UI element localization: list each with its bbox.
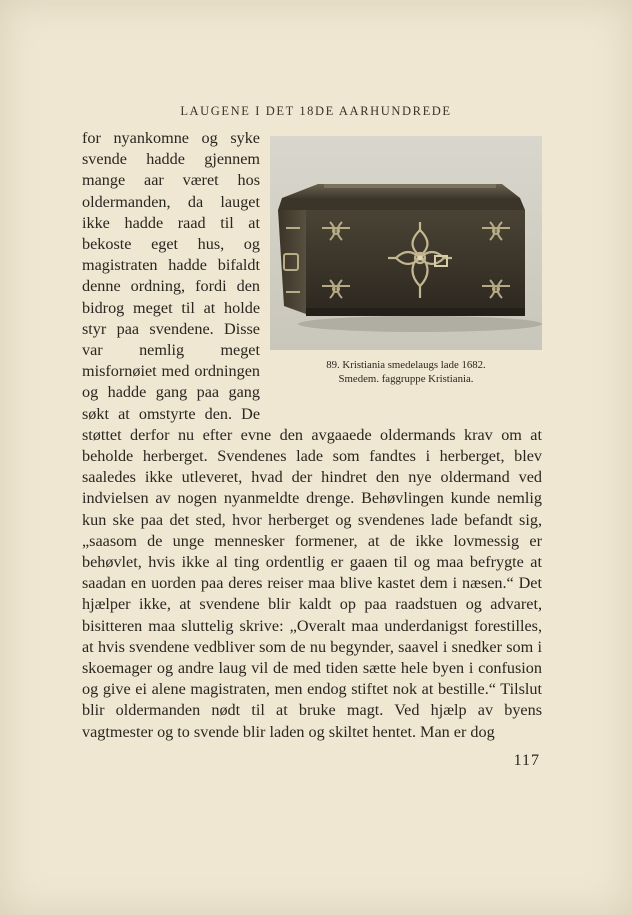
chest-photograph	[270, 136, 542, 350]
figure	[270, 136, 542, 404]
page-number: 117	[513, 752, 540, 769]
caption-line-2: Smedem. faggruppe Kristiania.	[338, 373, 474, 385]
figure-caption	[270, 358, 542, 386]
running-head: LAUGENE I DET 18DE AARHUNDREDE	[180, 104, 452, 118]
body-paragraph: for nyankomne og syke svende hadde gjennem mange aar været hos oldermanden, da lauget ikke hadde raad til at bekoste eget hus, og magistraten hadde bifaldt denne ordning, fordi den bidrog meget til at holde styr paa svendene. Disse var nemlig meget misfornøiet med ordningen og hadde gang paa gang søkt at omstyrte den. De støttet derfor nu efter evne den avgaaede oldermands krav om at beholde herberget. Svendenes lade som fandtes i herberget, blev saaledes ikke utleveret, hvad der hindret den nye oldermand ved indvielsen av nogen nyanmeldte drenge. Behøvlingen kunde nemlig kun ske paa det sted, hvor herberget og svendenes lade befandt sig, „saasom de unge mennesker formener, at de ikke lovmessig er behøvlet, hvis ikke al ting ordentlig er gaaen til og maa befrygte at saadan en uorden paa deres reiser maa blive kastet dem i næsen.“ Det hjælper ikke, at svendene blir kaldt op paa raadstuen og advaret, bisitteren maa sluttelig skrive: „Overalt maa underdanigst forestilles, at hvis svendene vedbliver som de nu begynder, saavel i snedker som i skoemager og andre laug vil de med tiden sætte hele byen i confusion og give ei alene magistraten, men endog stiftet nok at bestille.“ Tilslut blir oldermanden nødt til at bruke magt. Ved hjælp av byens vagtmester og to svende blir laden og skiltet hentet. Man er dog	[82, 129, 542, 741]
caption-line-1: 89. Kristiania smedelaugs lade 1682.	[326, 359, 486, 371]
chest-illustration	[270, 136, 542, 350]
body-column	[82, 128, 542, 743]
